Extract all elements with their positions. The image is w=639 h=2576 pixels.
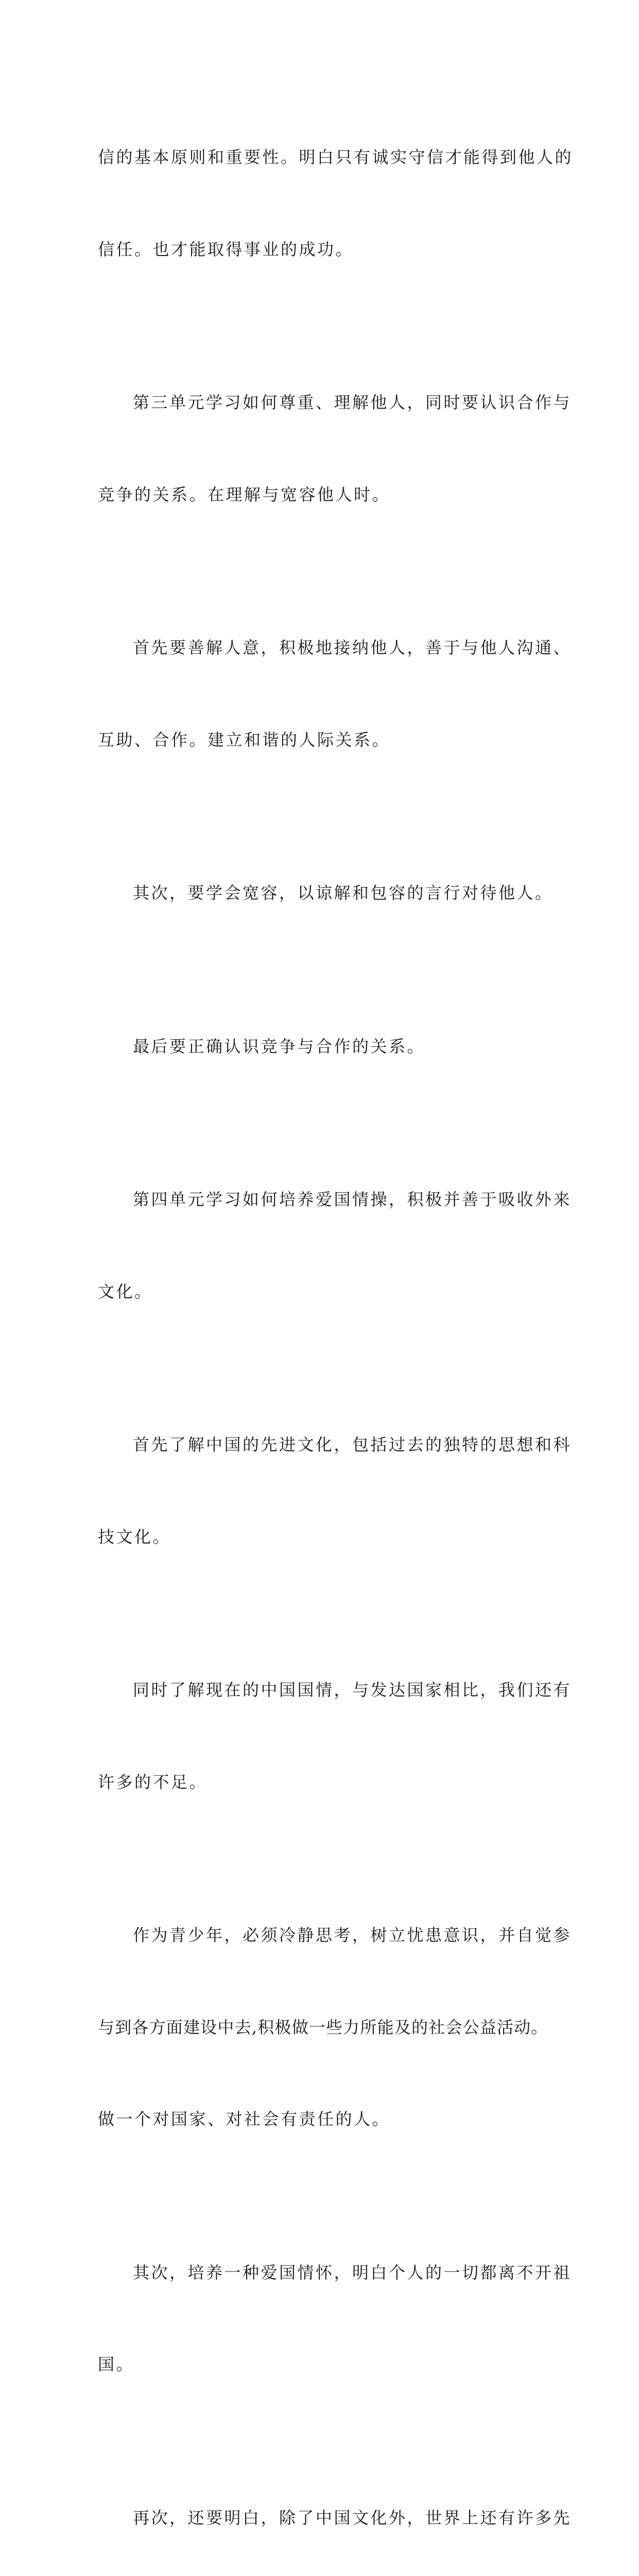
text-line: 竞争的关系。在理解与宽容他人时。 [98, 480, 551, 511]
text-line: 同时了解现在的中国国情，与发达国家相比，我们还有 [98, 1675, 551, 1706]
text-line: 做一个对国家、对社会有责任的人。 [98, 2104, 551, 2135]
paragraph [98, 571, 551, 817]
paragraph [98, 970, 551, 1124]
text-line: 作为青少年，必须冷静思考，树立忧患意识，并自觉参 [98, 1920, 551, 1951]
document-page [98, 81, 551, 2576]
text-line: 互助、合作。建立和谐的人际关系。 [98, 725, 551, 756]
text-line: 最后要正确认识竞争与合作的关系。 [98, 1031, 551, 1062]
paragraph [98, 1368, 551, 1614]
text-line: 首先了解中国的先进文化，包括过去的独特的思想和科 [98, 1430, 551, 1461]
paragraph [98, 817, 551, 970]
paragraph [98, 2196, 551, 2442]
paragraph [98, 1859, 551, 2196]
text-line: 国。 [98, 2349, 551, 2380]
text-line: 第四单元学习如何培养爱国情操，积极并善于吸收外来 [98, 1184, 551, 1215]
paragraph [98, 1614, 551, 1859]
text-line: 技文化。 [98, 1522, 551, 1553]
text-line: 首先要善解人意，积极地接纳他人，善于与他人沟通、 [98, 633, 551, 664]
text-line: 其次，要学会宽容，以谅解和包容的言行对待他人。 [98, 878, 551, 909]
paragraph [98, 81, 551, 326]
text-line: 其次，培养一种爱国情怀，明白个人的一切都离不开祖 [98, 2258, 551, 2289]
paragraph [98, 1123, 551, 1368]
text-line: 信任。也才能取得事业的成功。 [98, 234, 551, 265]
text-line: 第三单元学习如何尊重、理解他人，同时要认识合作与 [98, 387, 551, 418]
text-line: 文化。 [98, 1277, 551, 1308]
text-line: 信的基本原则和重要性。明白只有诚实守信才能得到他人的 [98, 142, 551, 173]
text-line: 许多的不足。 [98, 1767, 551, 1798]
text-line: 与到各方面建设中去,积极做一些力所能及的社会公益活动。 [98, 2012, 551, 2043]
paragraph [98, 326, 551, 571]
paragraph [98, 2442, 551, 2576]
text-line: 再次，还要明白，除了中国文化外，世界上还有许多先 [98, 2503, 551, 2534]
